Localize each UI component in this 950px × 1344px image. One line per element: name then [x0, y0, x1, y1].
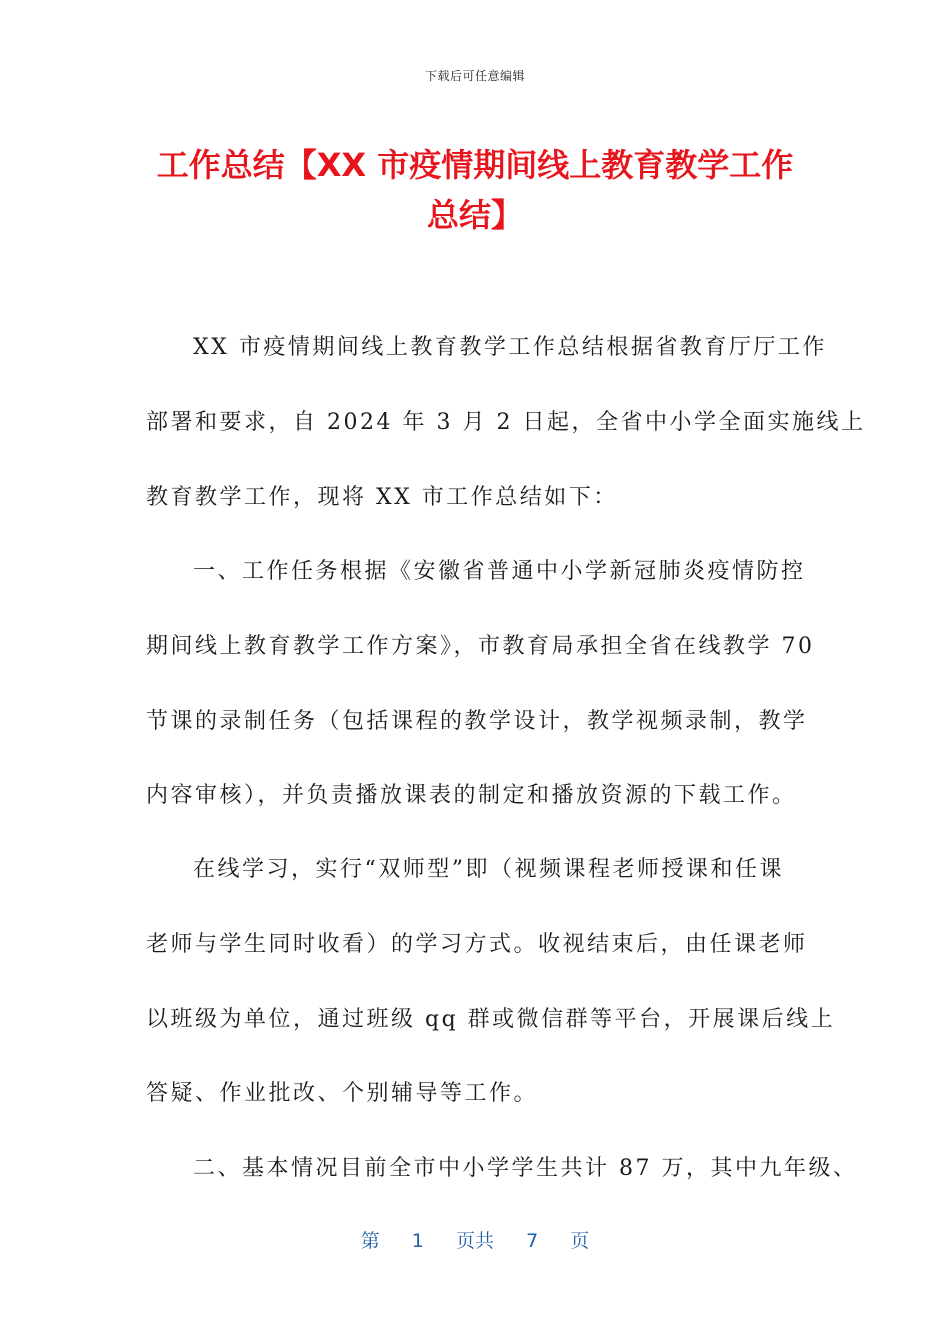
page-mid-label: 页共 [455, 1230, 494, 1252]
body-line: 二、基本情况目前全市中小学学生共计 87 万，其中九年级、 [193, 1156, 858, 1181]
header-note: 下载后可任意编辑 [424, 69, 525, 83]
body-line: 教育教学工作，现将 XX 市工作总结如下： [146, 485, 618, 510]
body-line: 内容审核），并负责播放课表的制定和播放资源的下载工作。 [146, 783, 797, 808]
body-line: 部署和要求，自 2024 年 3 月 2 日起，全省中小学全面实施线上 [146, 410, 866, 435]
page-end-label: 页 [570, 1230, 590, 1252]
body-line: 期间线上教育教学工作方案》，市教育局承担全省在线教学 70 [146, 634, 815, 659]
page-footer [0, 1226, 950, 1253]
page-current-number: 1 [411, 1230, 424, 1252]
title-line-2: 总结】 [426, 196, 523, 234]
body-line: 在线学习，实行“双师型”即（视频课程老师授课和任课 [193, 857, 784, 882]
title-line-1: 工作总结【XX 市疫情期间线上教育教学工作 [156, 146, 794, 184]
page-label: 第 [360, 1230, 380, 1252]
body-line: 以班级为单位，通过班级 qq 群或微信群等平台，开展课后线上 [146, 1007, 836, 1032]
body-line: 答疑、作业批改、个别辅导等工作。 [146, 1081, 539, 1106]
body-line: 节课的录制任务（包括课程的教学设计，教学视频录制，教学 [146, 709, 808, 734]
body-line: 一、工作任务根据《安徽省普通中小学新冠肺炎疫情防控 [193, 559, 806, 584]
page-total-number: 7 [526, 1230, 539, 1252]
document-title [130, 140, 820, 240]
body-line: XX 市疫情期间线上教育教学工作总结根据省教育厅厅工作 [193, 335, 827, 360]
body-line: 老师与学生同时收看）的学习方式。收视结束后，由任课老师 [146, 932, 808, 957]
